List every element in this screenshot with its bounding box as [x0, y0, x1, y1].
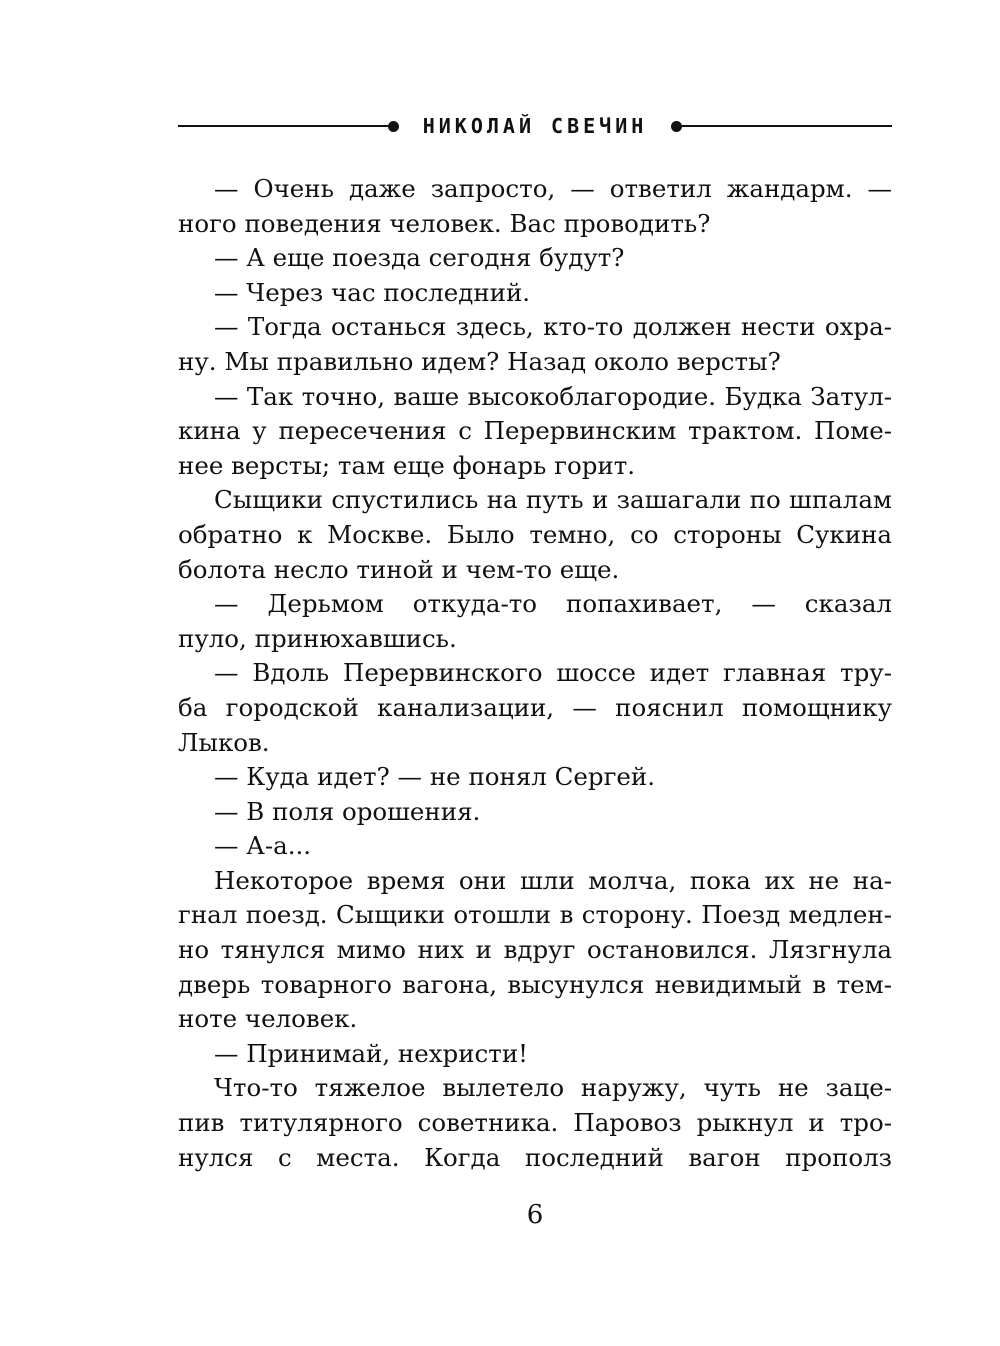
text-line: — Дерьмом откуда-то попахивает, — сказал — [214, 589, 892, 619]
text-line: — Куда идет? — не понял Сергей. — [214, 762, 656, 792]
text-line: дверь товарного вагона, высунулся невидимый в тем- — [178, 969, 892, 999]
running-head — [178, 108, 892, 144]
text-line: Сыщики спустились на путь и зашагали по шпалам — [214, 485, 892, 515]
text-line: — В поля орошения. — [214, 796, 481, 826]
text-line: — Вдоль Перервинского шоссе идет главная тру- — [214, 658, 892, 688]
text-line: — Очень даже запросто, — ответил жандарм. — — [214, 174, 892, 203]
text-line: — Через час последний. — [214, 277, 531, 307]
running-head-rule-left — [178, 125, 388, 127]
text-line: Некоторое время они шли молча, пока их не на- — [214, 865, 892, 895]
text-line: но тянулся мимо них и вдруг остановился. Лязгнула — [178, 935, 892, 965]
text-line: обратно к Москве. Было темно, со стороны Сукина — [178, 519, 892, 549]
text-line: ного поведения человек. Вас проводить? — [178, 208, 711, 238]
text-line: кина у пересечения с Перервинским трактом. Поме- — [178, 416, 892, 446]
text-line: — А-а... — [214, 831, 312, 861]
text-line: гнал поезд. Сыщики отошли в сторону. Поезд медлен- — [178, 900, 892, 930]
text-line: Что-то тяжелое вылетело наружу, чуть не заце- — [214, 1073, 892, 1103]
text-line: — А еще поезда сегодня будут? — [214, 243, 625, 273]
text-line: нее версты; там еще фонарь горит. — [178, 450, 636, 480]
body-text — [178, 172, 892, 1175]
text-line: — Тогда останься здесь, кто-то должен нести охра- — [214, 312, 892, 342]
text-line: — Принимай, нехристи! — [214, 1038, 529, 1068]
text-line: ноте человек. — [178, 1004, 358, 1034]
running-head-rule-right — [682, 125, 892, 127]
text-line: — Так точно, ваше высокоблагородие. Будка Затул- — [214, 381, 892, 411]
running-head-dot-right — [671, 121, 682, 132]
running-head-dot-left — [388, 121, 399, 132]
text-line: ну. Мы правильно идем? Назад около версты? — [178, 346, 781, 376]
page-number: 6 — [526, 1200, 544, 1230]
text-line: Лыков. — [178, 727, 270, 757]
text-line: пуло, принюхавшись. — [178, 623, 457, 653]
running-head-title: НИКОЛАЙ СВЕЧИН — [422, 114, 648, 138]
text-line: нулся с места. Когда последний вагон прополз — [178, 1142, 892, 1172]
text-line: болота несло тиной и чем-то еще. — [178, 554, 620, 584]
text-line: ба городской канализации, — пояснил помощнику — [178, 692, 892, 722]
text-line: пив титулярного советника. Паровоз рыкнул и тро- — [178, 1108, 892, 1138]
